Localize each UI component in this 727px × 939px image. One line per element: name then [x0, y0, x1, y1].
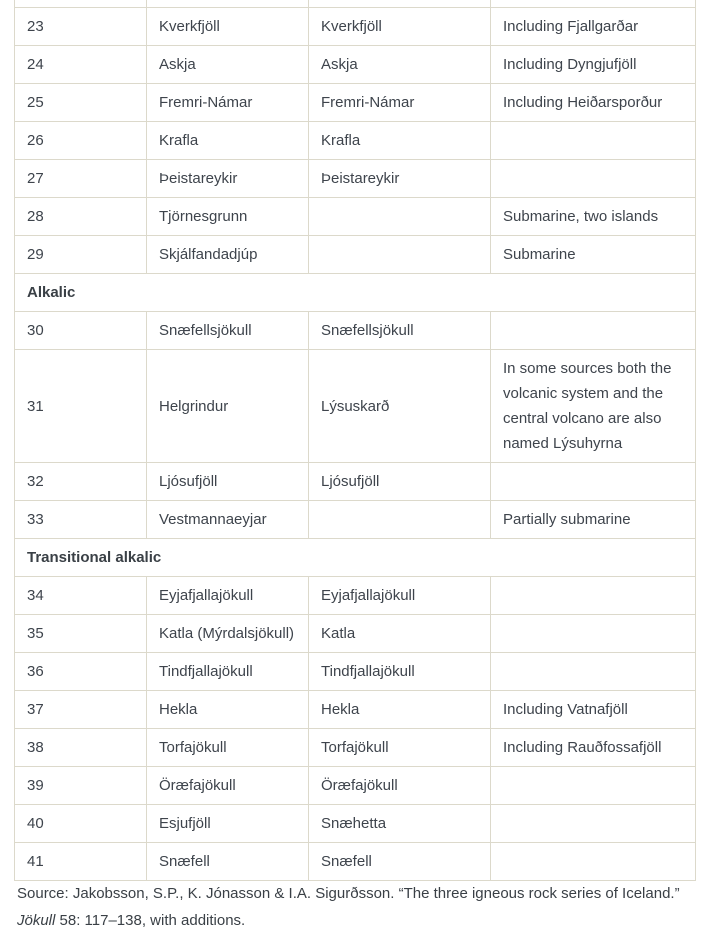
cell-volcanic-system: Torfajökull [147, 729, 309, 767]
table-row [15, 350, 696, 463]
cutoff-cell [491, 0, 696, 8]
cell-number: 33 [15, 501, 147, 539]
table-row [15, 463, 696, 501]
cell-central-volcano: Snæhetta [309, 805, 491, 843]
cell-number: 27 [15, 160, 147, 198]
cell-number: 24 [15, 46, 147, 84]
cell-number: 40 [15, 805, 147, 843]
cell-volcanic-system: Þeistareykir [147, 160, 309, 198]
table-row [15, 501, 696, 539]
cell-central-volcano: Tindfjallajökull [309, 653, 491, 691]
cell-volcanic-system: Skjálfandadjúp [147, 236, 309, 274]
cell-volcanic-system: Askja [147, 46, 309, 84]
cell-number: 41 [15, 843, 147, 881]
section-label: Alkalic [15, 274, 696, 312]
table-row [15, 767, 696, 805]
cell-number: 23 [15, 8, 147, 46]
cell-volcanic-system: Katla (Mýrdalsjökull) [147, 615, 309, 653]
cell-number: 29 [15, 236, 147, 274]
cell-volcanic-system: Esjufjöll [147, 805, 309, 843]
table-row [15, 577, 696, 615]
section-label: Transitional alkalic [15, 539, 696, 577]
cell-central-volcano: Fremri-Námar [309, 84, 491, 122]
cell-volcanic-system: Tjörnesgrunn [147, 198, 309, 236]
cell-volcanic-system: Fremri-Námar [147, 84, 309, 122]
table-row [15, 805, 696, 843]
cutoff-cell [15, 0, 147, 8]
section-row [15, 539, 696, 577]
cell-number: 30 [15, 312, 147, 350]
source-note [17, 880, 712, 934]
cell-notes: Including Rauðfossafjöll [491, 729, 696, 767]
cell-notes [491, 122, 696, 160]
cell-notes [491, 463, 696, 501]
table-row [15, 729, 696, 767]
cell-volcanic-system: Vestmannaeyjar [147, 501, 309, 539]
cell-notes: Submarine, two islands [491, 198, 696, 236]
source-journal: Jökull [17, 912, 56, 929]
cell-notes: Including Vatnafjöll [491, 691, 696, 729]
table-row [15, 198, 696, 236]
cell-volcanic-system: Snæfellsjökull [147, 312, 309, 350]
table-row [15, 8, 696, 46]
cell-notes: Partially submarine [491, 501, 696, 539]
cell-central-volcano: Snæfellsjökull [309, 312, 491, 350]
source-line2-rest: 58: 117–138, with additions. [55, 912, 246, 929]
cell-central-volcano: Öræfajökull [309, 767, 491, 805]
cell-volcanic-system: Helgrindur [147, 350, 309, 463]
cell-notes: Including Heiðarsporður [491, 84, 696, 122]
cell-number: 36 [15, 653, 147, 691]
cell-volcanic-system: Öræfajökull [147, 767, 309, 805]
cell-volcanic-system: Ljósufjöll [147, 463, 309, 501]
table-row [15, 312, 696, 350]
cell-number: 31 [15, 350, 147, 463]
cell-notes: Submarine [491, 236, 696, 274]
table-row [15, 653, 696, 691]
cell-central-volcano: Katla [309, 615, 491, 653]
cell-central-volcano: Krafla [309, 122, 491, 160]
cell-volcanic-system: Tindfjallajökull [147, 653, 309, 691]
cell-central-volcano: Ljósufjöll [309, 463, 491, 501]
cell-volcanic-system: Kverkfjöll [147, 8, 309, 46]
cell-number: 38 [15, 729, 147, 767]
cell-number: 39 [15, 767, 147, 805]
cell-central-volcano: Torfajökull [309, 729, 491, 767]
cell-central-volcano: Kverkfjöll [309, 8, 491, 46]
volcano-table [14, 0, 696, 881]
table-row [15, 843, 696, 881]
cell-central-volcano: Snæfell [309, 843, 491, 881]
cell-central-volcano [309, 198, 491, 236]
cell-central-volcano [309, 236, 491, 274]
table-row [15, 160, 696, 198]
cell-notes [491, 767, 696, 805]
volcano-table-body [15, 0, 696, 881]
source-line1: Source: Jakobsson, S.P., K. Jónasson & I.A. Sigurðsson. “The three igneous rock series of Iceland.” [17, 885, 680, 902]
cell-notes [491, 577, 696, 615]
cell-central-volcano: Lýsuskarð [309, 350, 491, 463]
cell-number: 25 [15, 84, 147, 122]
section-row [15, 274, 696, 312]
cell-notes [491, 843, 696, 881]
cell-notes [491, 160, 696, 198]
cell-number: 26 [15, 122, 147, 160]
cell-notes: Including Dyngjufjöll [491, 46, 696, 84]
cell-number: 32 [15, 463, 147, 501]
cell-notes [491, 312, 696, 350]
cell-central-volcano [309, 501, 491, 539]
cell-number: 28 [15, 198, 147, 236]
cell-central-volcano: Þeistareykir [309, 160, 491, 198]
table-row [15, 615, 696, 653]
table-row [15, 46, 696, 84]
cell-central-volcano: Hekla [309, 691, 491, 729]
cell-number: 37 [15, 691, 147, 729]
cell-number: 34 [15, 577, 147, 615]
cell-volcanic-system: Hekla [147, 691, 309, 729]
cell-notes [491, 805, 696, 843]
volcano-table-container [14, 0, 696, 881]
cell-volcanic-system: Eyjafjallajökull [147, 577, 309, 615]
cutoff-cell [309, 0, 491, 8]
cell-notes [491, 653, 696, 691]
cell-notes [491, 615, 696, 653]
cell-notes: Including Fjallgarðar [491, 8, 696, 46]
table-row [15, 84, 696, 122]
cell-central-volcano: Askja [309, 46, 491, 84]
cell-volcanic-system: Snæfell [147, 843, 309, 881]
table-row [15, 691, 696, 729]
cell-notes: In some sources both the volcanic system and the central volcano are also named Lýsuhyrna [491, 350, 696, 463]
cutoff-cell [147, 0, 309, 8]
cutoff-row [15, 0, 696, 8]
cell-central-volcano: Eyjafjallajökull [309, 577, 491, 615]
table-row [15, 122, 696, 160]
cell-volcanic-system: Krafla [147, 122, 309, 160]
source-line2 [17, 907, 712, 934]
cell-number: 35 [15, 615, 147, 653]
table-row [15, 236, 696, 274]
